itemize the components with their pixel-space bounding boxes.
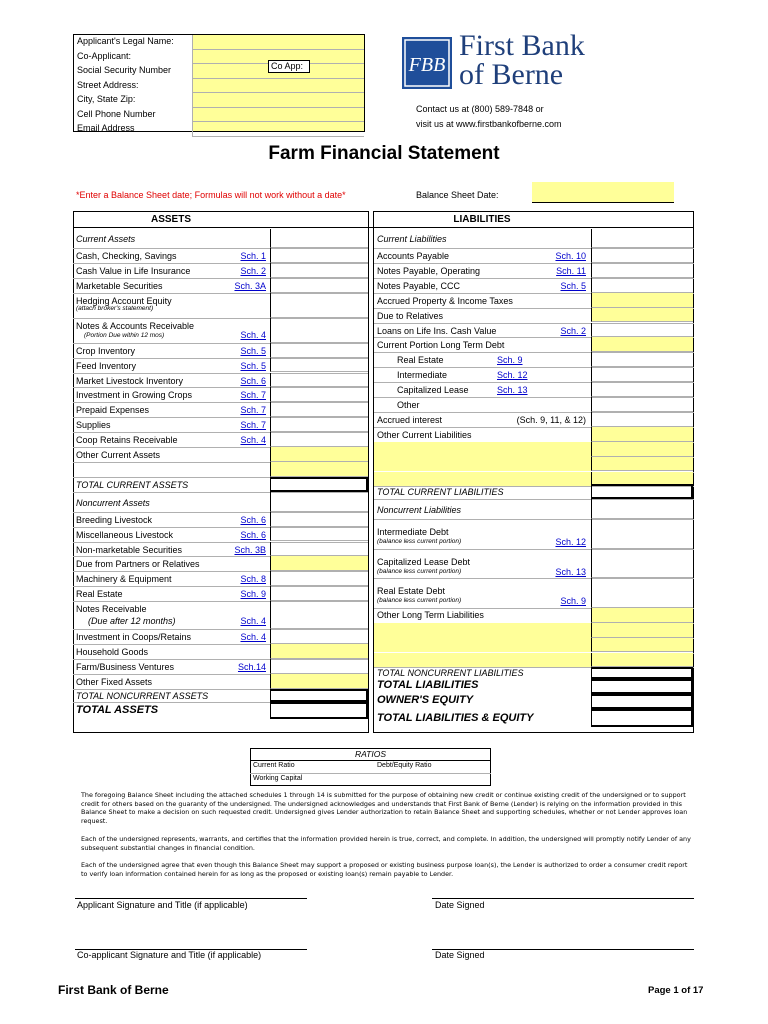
liability-value-cell[interactable] xyxy=(591,679,693,694)
asset-value-cell[interactable] xyxy=(270,527,368,542)
assets-noncurrent-heading: Noncurrent Assets xyxy=(76,497,150,508)
contact-phone: Contact us at (800) 589-7848 or xyxy=(416,104,544,114)
total-assets-label: TOTAL ASSETS xyxy=(76,703,159,716)
asset-value-cell[interactable] xyxy=(270,229,368,248)
total-current-assets-label: TOTAL CURRENT ASSETS xyxy=(76,479,189,490)
liability-value-cell[interactable] xyxy=(591,263,693,278)
liabilities-header: LIABILITIES xyxy=(453,214,511,225)
schedule-link[interactable]: Sch. 5 xyxy=(240,360,266,371)
asset-row-label: Market Livestock Inventory xyxy=(76,375,184,386)
working-capital-label: Working Capital xyxy=(253,775,303,782)
schedule-link[interactable]: Sch. 6 xyxy=(240,375,266,386)
liability-value-cell[interactable] xyxy=(591,367,693,382)
liability-value-cell[interactable] xyxy=(591,638,693,653)
liability-value-cell[interactable] xyxy=(591,323,693,338)
asset-value-cell[interactable] xyxy=(270,571,368,586)
liability-blank-label-cell[interactable] xyxy=(374,653,591,668)
asset-row-label: Feed Inventory xyxy=(76,360,137,371)
liability-value-cell[interactable] xyxy=(591,623,693,638)
asset-value-cell[interactable] xyxy=(270,278,368,293)
asset-value-cell[interactable] xyxy=(270,586,368,601)
asset-row-label: Breeding Livestock xyxy=(76,514,153,525)
liability-value-cell[interactable] xyxy=(591,337,693,352)
schedule-link[interactable]: Sch. 3B xyxy=(234,544,266,555)
asset-value-cell[interactable] xyxy=(270,263,368,278)
asset-row-label: Farm/Business Ventures xyxy=(76,661,175,672)
schedule-link[interactable]: Sch. 13 xyxy=(497,385,528,396)
total-noncurrent-liabilities-label: TOTAL NONCURRENT LIABILITIES xyxy=(377,668,524,679)
liability-value-cell[interactable] xyxy=(591,397,693,412)
assets-header: ASSETS xyxy=(150,214,191,225)
owners-equity-label: OWNER'S EQUITY xyxy=(377,694,474,707)
liability-row-label: Accrued Property & Income Taxes xyxy=(377,295,513,306)
asset-value-cell[interactable] xyxy=(270,358,368,373)
schedule-link[interactable]: Sch. 5 xyxy=(240,345,266,356)
liability-row-label: Capitalized Lease Debt xyxy=(377,556,471,567)
asset-row-note: (Portion Due within 12 mos) xyxy=(84,331,165,339)
asset-row-note: (attach broker's statement) xyxy=(76,304,154,312)
svg-text:FBB: FBB xyxy=(408,54,446,76)
debt-equity-label: Debt/Equity Ratio xyxy=(377,762,432,769)
asset-value-cell[interactable] xyxy=(270,402,368,417)
asset-value-cell[interactable] xyxy=(270,702,368,719)
schedule-link[interactable]: Sch. 1 xyxy=(240,251,266,261)
legal-paragraph-1: The foregoing Balance Sheet including the attached schedules 1 through 14 is submitted for the purpose of obtaining new credit or continue existing credit of the undersigned or to support credit for others based on the guaranty of the undersigned. The undersigned acknowledges and understands that First Bank of Berne (Lender) is relying on the information provided in this Balance Sheet to make a decision on such requested credit. Undersigned gives Lender authorization to retain Balance Sheet and supporting schedules, whether or not Lender approves loan request. xyxy=(81,791,688,825)
liability-value-cell[interactable] xyxy=(591,499,693,519)
co-app-label: Co App: xyxy=(271,61,304,71)
applicant-field-label: Email Address xyxy=(77,123,135,133)
applicant-field-label: Street Address: xyxy=(77,79,139,90)
applicant-signature-label: Applicant Signature and Title (if applicable) xyxy=(77,900,248,910)
asset-row-label: Cash Value in Life Insurance xyxy=(76,265,191,276)
liability-value-cell[interactable] xyxy=(591,293,693,308)
date-warning: *Enter a Balance Sheet date; Formulas will not work without a date* xyxy=(76,190,346,200)
liability-value-cell[interactable] xyxy=(591,248,693,263)
liability-blank-label-cell[interactable] xyxy=(374,442,591,457)
asset-value-cell[interactable] xyxy=(270,674,368,689)
total-noncurrent-assets-label: TOTAL NONCURRENT ASSETS xyxy=(76,690,209,701)
liability-row-label: Loans on Life Ins. Cash Value xyxy=(377,325,497,336)
total-liabilities-label: TOTAL LIABILITIES xyxy=(377,679,479,692)
bank-logo xyxy=(402,37,452,89)
asset-value-cell[interactable] xyxy=(270,601,368,629)
contact-website[interactable]: visit us at www.firstbankofberne.com xyxy=(416,119,562,129)
asset-row-label: Other Fixed Assets xyxy=(76,676,153,687)
schedule-link[interactable]: Sch. 8 xyxy=(240,574,266,585)
schedule-link[interactable]: Sch. 2 xyxy=(240,265,266,276)
bank-monogram-icon xyxy=(402,37,452,89)
schedule-link[interactable]: Sch. 4 xyxy=(240,329,266,340)
liability-row-label: Other xyxy=(397,400,420,410)
schedule-link[interactable]: Sch. 9 xyxy=(497,355,523,366)
applicant-field-input[interactable] xyxy=(192,35,364,50)
applicant-field-label: Applicant's Legal Name: xyxy=(77,36,174,46)
balance-sheet-date-input[interactable] xyxy=(532,182,674,203)
liability-value-cell[interactable] xyxy=(591,427,693,442)
asset-row-label: Marketable Securities xyxy=(76,280,163,291)
asset-value-cell[interactable] xyxy=(270,373,368,388)
applicant-field-label: Co-Applicant: xyxy=(77,50,132,61)
liability-row-note: (balance less current portion) xyxy=(377,538,462,546)
asset-value-cell[interactable] xyxy=(270,343,368,358)
asset-value-cell[interactable] xyxy=(270,512,368,527)
schedule-link[interactable]: Sch. 13 xyxy=(555,566,586,577)
schedule-link[interactable]: Sch. 6 xyxy=(240,514,266,525)
liability-row-label: Intermediate Debt xyxy=(377,527,449,538)
liabilities-current-heading: Current Liabilities xyxy=(377,234,447,244)
schedule-link[interactable]: Sch. 4 xyxy=(240,616,266,627)
date1-label: Date Signed xyxy=(435,900,485,910)
schedule-link[interactable]: Sch. 11 xyxy=(556,265,586,276)
liability-row-label: Notes Payable, CCC xyxy=(377,280,461,291)
applicant-field-input[interactable] xyxy=(192,122,364,137)
asset-value-cell[interactable] xyxy=(270,492,368,512)
liability-row-label: Other Current Liabilities xyxy=(377,429,472,440)
asset-row-label: Cash, Checking, Savings xyxy=(76,251,177,261)
liability-row-label: Current Portion Long Term Debt xyxy=(377,340,505,351)
liability-value-cell[interactable] xyxy=(591,667,693,679)
page-title: Farm Financial Statement xyxy=(268,143,500,164)
asset-value-cell[interactable] xyxy=(270,318,368,343)
schedule-link[interactable]: Sch. 7 xyxy=(240,405,266,416)
liability-value-cell[interactable] xyxy=(591,352,693,367)
legal-paragraph-3: Each of the undersigned agree that even though this Balance Sheet may support a proposed or existing business purpose loan(s), the Lender is authorized to order a consumer credit report to verify loan information contained herein for as long as the proposed or existing loan(s) remain payable to Lender. xyxy=(81,861,688,878)
asset-row-label: Supplies xyxy=(76,420,111,431)
schedule-link[interactable]: Sch. 4 xyxy=(240,435,266,446)
asset-row-label: Due from Partners or Relatives xyxy=(76,559,200,570)
liability-value-cell[interactable] xyxy=(591,578,693,608)
liability-blank-label-cell[interactable] xyxy=(374,472,591,487)
schedule-link[interactable]: Sch. 3A xyxy=(234,280,266,291)
asset-row-label: Real Estate xyxy=(76,589,123,600)
schedule-link[interactable]: Sch. 7 xyxy=(240,390,266,401)
asset-row-label: Crop Inventory xyxy=(76,345,136,356)
liability-row-label: Accounts Payable xyxy=(377,251,450,261)
asset-value-cell[interactable] xyxy=(270,477,368,492)
current-ratio-label: Current Ratio xyxy=(253,762,295,769)
schedule-link[interactable]: Sch. 2 xyxy=(560,325,586,336)
liability-value-cell[interactable] xyxy=(591,653,693,668)
asset-row-label: Miscellaneous Livestock xyxy=(76,529,174,540)
liability-row-label: Accrued interest xyxy=(377,414,443,425)
liability-value-cell[interactable] xyxy=(591,519,693,549)
schedule-link[interactable]: Sch. 9 xyxy=(560,596,586,607)
applicant-field-label: Social Security Number xyxy=(77,65,172,75)
asset-row-label: Machinery & Equipment xyxy=(76,574,172,585)
asset-row-label: Investment in Growing Crops xyxy=(76,390,193,401)
coapplicant-signature-label: Co-applicant Signature and Title (if applicable) xyxy=(77,950,262,960)
schedule-link[interactable]: Sch. 5 xyxy=(560,280,586,291)
schedule-link[interactable]: Sch. 7 xyxy=(240,420,266,431)
asset-row-label: Investment in Coops/Retains xyxy=(76,632,192,643)
liability-row-label: Capitalized Lease xyxy=(397,385,469,396)
asset-row-label: Prepaid Expenses xyxy=(76,405,150,416)
applicant-field-label: City, State Zip: xyxy=(77,94,136,104)
asset-row-label: Notes Receivable xyxy=(76,604,147,615)
liability-blank-label-cell[interactable] xyxy=(374,623,591,638)
liability-value-cell[interactable] xyxy=(591,457,693,472)
liability-value-cell[interactable] xyxy=(591,382,693,397)
schedule-link[interactable]: Sch. 12 xyxy=(555,537,586,548)
total-current-liabilities-label: TOTAL CURRENT LIABILITIES xyxy=(377,487,504,498)
schedule-link[interactable]: Sch. 9 xyxy=(240,589,266,600)
liability-value-cell[interactable] xyxy=(591,484,693,499)
liability-value-cell[interactable] xyxy=(591,442,693,457)
liability-row-label: Intermediate xyxy=(397,370,448,381)
asset-value-cell[interactable] xyxy=(270,556,368,571)
asset-value-cell[interactable] xyxy=(270,432,368,447)
liability-blank-label-cell[interactable] xyxy=(374,457,591,472)
asset-row-label: Non-marketable Securities xyxy=(76,544,183,555)
liability-value-cell[interactable] xyxy=(591,308,693,323)
applicant-field-input[interactable] xyxy=(192,79,364,94)
schedule-link[interactable]: Sch. 4 xyxy=(240,632,266,643)
liability-value-cell[interactable] xyxy=(591,709,693,727)
asset-value-cell[interactable] xyxy=(270,659,368,674)
liability-row-label: Real Estate xyxy=(397,355,444,366)
liability-row-label: Real Estate Debt xyxy=(377,586,446,597)
liability-value-cell[interactable] xyxy=(591,549,693,579)
ratios-title: RATIOS xyxy=(354,749,386,759)
liability-value-cell[interactable] xyxy=(591,694,693,709)
date2-label: Date Signed xyxy=(435,950,485,960)
liability-value-cell[interactable] xyxy=(591,412,693,427)
schedule-link[interactable]: Sch. 12 xyxy=(497,370,528,381)
schedule-link[interactable]: Sch. 10 xyxy=(555,251,586,261)
liability-row-label: Due to Relatives xyxy=(377,310,444,321)
liability-value-cell[interactable] xyxy=(591,608,693,623)
legal-paragraph-2: Each of the undersigned represents, warrants, and certifies that the information provided herein is true, correct, and complete. In addition, the undersigned will promptly notify Lender of any subsequent substantial changes in financial condition. xyxy=(81,835,691,852)
asset-row-label: Hedging Account Equity xyxy=(76,295,172,306)
asset-value-cell[interactable] xyxy=(270,447,368,462)
liability-value-cell[interactable] xyxy=(591,229,693,248)
total-liabilities-equity-label: TOTAL LIABILITIES & EQUITY xyxy=(377,712,534,725)
liability-blank-label-cell[interactable] xyxy=(374,638,591,653)
liabilities-noncurrent-heading: Noncurrent Liabilities xyxy=(377,505,462,516)
liability-row-label: Notes Payable, Operating xyxy=(377,265,481,276)
applicant-field-input[interactable] xyxy=(192,108,364,123)
schedule-link[interactable]: Sch.14 xyxy=(237,661,266,672)
asset-row-label: Coop Retains Receivable xyxy=(76,435,178,446)
asset-value-cell[interactable] xyxy=(270,644,368,659)
footer-bank-name: First Bank of Berne xyxy=(58,983,169,997)
asset-value-cell[interactable] xyxy=(270,462,368,477)
applicant-field-label: Cell Phone Number xyxy=(77,108,156,119)
liability-row-note: (balance less current portion) xyxy=(377,597,462,605)
liability-value-cell[interactable] xyxy=(591,278,693,293)
liability-row-label: Other Long Term Liabilities xyxy=(377,609,484,620)
asset-value-cell[interactable] xyxy=(270,248,368,263)
asset-value-cell[interactable] xyxy=(270,542,368,557)
asset-row-label: Household Goods xyxy=(76,647,149,657)
asset-value-cell[interactable] xyxy=(270,689,368,702)
asset-row-note: (Due after 12 months) xyxy=(88,616,176,627)
asset-row-label: Other Current Assets xyxy=(76,450,161,460)
asset-value-cell[interactable] xyxy=(270,417,368,432)
bank-name-line2: of Berne xyxy=(459,58,564,91)
balance-sheet-date-label: Balance Sheet Date: xyxy=(416,190,499,200)
assets-current-heading: Current Assets xyxy=(76,234,136,244)
applicant-field-input[interactable] xyxy=(192,93,364,108)
asset-value-cell[interactable] xyxy=(270,629,368,644)
schedule-link[interactable]: Sch. 6 xyxy=(240,529,266,540)
page-number: Page 1 of 17 xyxy=(648,985,704,996)
asset-row-label: Notes & Accounts Receivable xyxy=(76,320,195,331)
asset-value-cell[interactable] xyxy=(270,293,368,318)
liability-row-note: (balance less current portion) xyxy=(377,567,462,575)
bank-name-line1: First Bank xyxy=(459,29,585,62)
asset-value-cell[interactable] xyxy=(270,387,368,402)
schedule-link: (Sch. 9, 11, & 12) xyxy=(516,414,586,425)
